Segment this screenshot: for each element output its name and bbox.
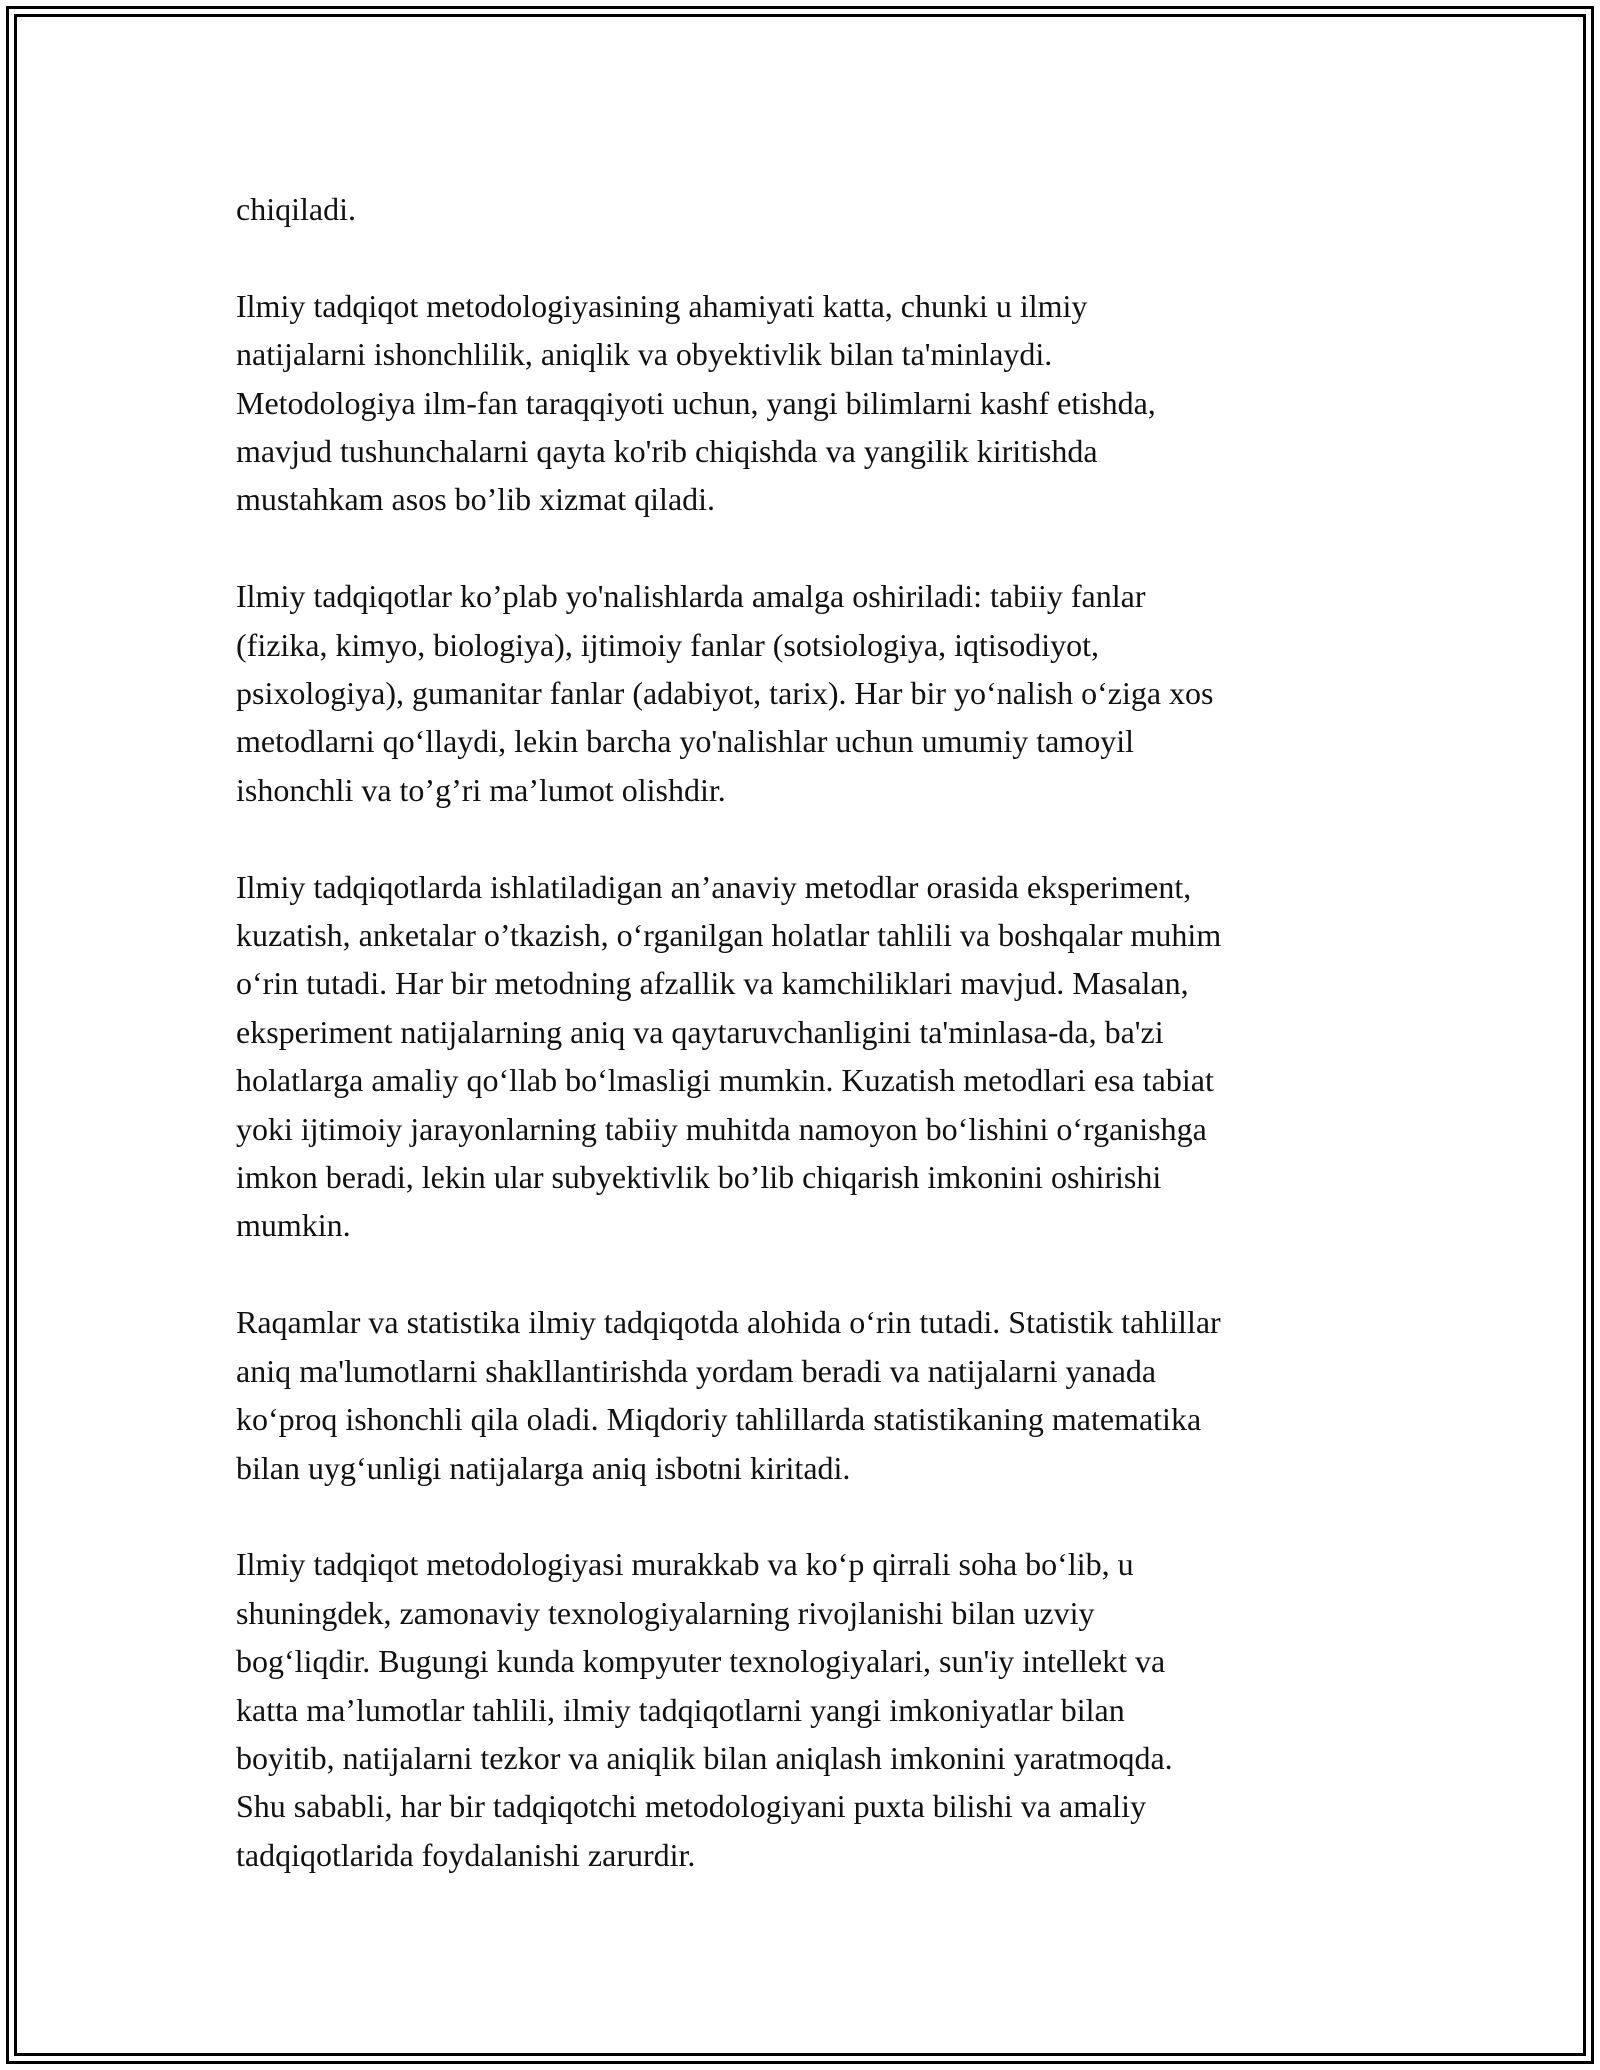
text-line: Shu sababli, har bir tadqiqotchi metodologiyani puxta bilishi va amaliy [236, 1788, 1147, 1825]
text-line: Ilmiy tadqiqot metodologiyasi murakkab va ko‘p qirrali soha bo‘lib, u [236, 1546, 1134, 1583]
text-line: eksperiment natijalarning aniq va qaytaruvchanligini ta'minlasa-da, ba'zi [236, 1013, 1164, 1050]
text-line: tadqiqotlarida foydalanishi zarurdir. [236, 1836, 696, 1873]
text-line: o‘rin tutadi. Har bir metodning afzallik va kamchiliklari mavjud. Masalan, [236, 965, 1189, 1002]
paragraph [236, 1540, 1386, 1879]
text-line: ishonchli va to’g’ri ma’lumot olishdir. [236, 771, 726, 808]
text-line: Ilmiy tadqiqot metodologiyasining ahamiyati katta, chunki u ilmiy [236, 287, 1088, 324]
text-line: shuningdek, zamonaviy texnologiyalarning rivojlanishi bilan uzviy [236, 1594, 1095, 1631]
paragraph [236, 1298, 1386, 1492]
text-line: yoki ijtimoiy jarayonlarning tabiiy muhitda namoyon bo‘lishini o‘rganishga [236, 1110, 1207, 1147]
text-line: mavjud tushunchalarni qayta ko'rib chiqishda va yangilik kiritishda [236, 433, 1098, 470]
text-line: holatlarga amaliy qo‘llab bo‘lmasligi mumkin. Kuzatish metodlari esa tabiat [236, 1062, 1214, 1099]
text-line: kuzatish, anketalar o’tkazish, o‘rganilgan holatlar tahlili va boshqalar muhim [236, 917, 1222, 954]
text-line: katta ma’lumotlar tahlili, ilmiy tadqiqotlarni yangi imkoniyatlar bilan [236, 1691, 1125, 1728]
text-line: aniq ma'lumotlarni shakllantirishda yordam beradi va natijalarni yanada [236, 1352, 1157, 1389]
document-body [236, 185, 1386, 1928]
text-line: metodlarni qo‘llaydi, lekin barcha yo'nalishlar uchun umumiy tamoyil [236, 723, 1134, 760]
text-line: Ilmiy tadqiqotlarda ishlatiladigan an’anaviy metodlar orasida eksperiment, [236, 868, 1192, 905]
text-line: Metodologiya ilm-fan taraqqiyoti uchun, yangi bilimlarni kashf etishda, [236, 384, 1156, 421]
text-line: bog‘liqdir. Bugungi kunda kompyuter texnologiyalari, sun'iy intellekt va [236, 1643, 1166, 1680]
text-line: imkon beradi, lekin ular subyektivlik bo’lib chiqarish imkonini oshirishi [236, 1159, 1162, 1196]
text-line: psixologiya), gumanitar fanlar (adabiyot, tarix). Har bir yo‘nalish o‘ziga xos [236, 675, 1214, 712]
paragraph [236, 863, 1386, 1250]
text-line: boyitib, natijalarni tezkor va aniqlik bilan aniqlash imkonini yaratmoqda. [236, 1739, 1173, 1776]
text-line: Raqamlar va statistika ilmiy tadqiqotda alohida o‘rin tutadi. Statistik tahlillar [236, 1304, 1221, 1341]
text-line: bilan uyg‘unligi natijalarga aniq isbotni kiritadi. [236, 1449, 851, 1486]
text-line: (fizika, kimyo, biologiya), ijtimoiy fanlar (sotsiologiya, iqtisodiyot, [236, 626, 1099, 663]
paragraph [236, 185, 1386, 233]
text-line: chiqiladi. [236, 191, 356, 227]
text-line: natijalarni ishonchlilik, aniqlik va obyektivlik bilan ta'minlaydi. [236, 336, 1053, 373]
text-line: mumkin. [236, 1207, 351, 1244]
text-line: ko‘proq ishonchli qila oladi. Miqdoriy tahlillarda statistikaning matematika [236, 1401, 1202, 1438]
text-line: mustahkam asos bo’lib xizmat qiladi. [236, 481, 716, 518]
text-line: Ilmiy tadqiqotlar ko’plab yo'nalishlarda amalga oshiriladi: tabiiy fanlar [236, 578, 1146, 615]
paragraph [236, 282, 1386, 524]
paragraph [236, 572, 1386, 814]
